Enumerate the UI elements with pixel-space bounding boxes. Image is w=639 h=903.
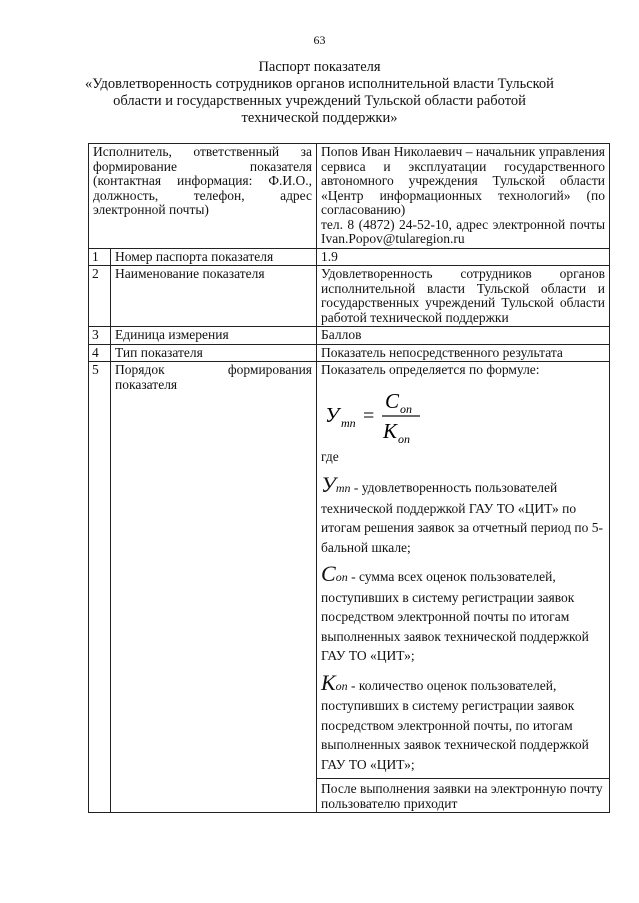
title-line-3: области и государственных учреждений Тульской области работой [113,93,526,109]
definition-item [321,472,605,557]
title-line-1: Паспорт показателя [258,59,381,75]
formula-lhs-sub: тп [341,415,356,430]
definition-symbol: С [321,561,336,586]
row-value: Баллов [317,327,610,345]
row-value: Показатель непосредственного результата [317,344,610,362]
row-value [317,362,610,813]
title-line-2: «Удовлетворенность сотрудников органов исполнительной власти Тульской [85,76,554,92]
table-row [89,266,610,327]
row-number: 1 [89,248,111,266]
row-label: Номер паспорта показателя [111,248,317,266]
executor-contact: тел. 8 (4872) 24-52-10, адрес электронной почты Ivan.Popov@tularegion.ru [321,216,606,246]
document-title [60,59,579,127]
formula [323,384,605,444]
page-number: 63 [313,33,326,47]
definition-symbol: К [321,669,336,695]
definition-text: - сумма всех оценок пользователей, поступивших в систему регистрации заявок посредством электронной почты по итогам выполненных заявок технической поддержкой ГАУ ТО «ЦИТ»; [321,569,589,663]
after-text: После выполнения заявки на электронную почту пользователю приходит [321,781,603,811]
formula-numerator: С [385,388,400,413]
definition-subscript: тп [335,481,351,495]
inner-divider [317,778,609,779]
row-value: Удовлетворенность сотрудников органов исполнительной власти Тульской области и государственных учреждений Тульской области работой технической поддержки [317,266,610,327]
row-number: 4 [89,344,111,362]
table-row [89,344,610,362]
passport-table [88,143,610,813]
table-row-formula [89,362,610,813]
definition-text: - удовлетворенность пользователей технической поддержкой ГАУ ТО «ЦИТ» по итогам решения заявок за отчетный период по 5-бальной шкале; [321,480,603,555]
executor-name: Попов Иван Николаевич – начальник управления сервиса и эксплуатации государственного автономного учреждения Тульской области «Центр информационных технологий» (по согласованию) [321,144,606,217]
row-label: Порядок формирования показателя [111,362,317,813]
executor-value [317,144,610,249]
definition-item [321,670,605,775]
row-value: 1.9 [317,248,610,266]
row-number: 3 [89,327,111,345]
formula-lhs: У [325,402,340,427]
row-label: Единица измерения [111,327,317,345]
row-label: Наименование показателя [111,266,317,327]
definition-text: - количество оценок пользователей, поступивших в систему регистрации заявок посредством электронной почты, по итогам выполненных заявок технической поддержкой ГАУ ТО «ЦИТ»; [321,677,589,772]
definition-subscript: оп [335,570,348,584]
table-row [89,248,610,266]
row-number: 2 [89,266,111,327]
table-row [89,327,610,345]
table-row-executor [89,144,610,249]
row-label: Тип показателя [111,344,317,362]
definition-item [321,561,605,666]
title-line-4: технической поддержки» [241,110,398,126]
formula-denominator: К [383,418,397,443]
definition-subscript: оп [335,678,348,693]
formula-intro: Показатель определяется по формуле: [321,362,540,377]
row-number: 5 [89,362,111,813]
definition-symbol: У [321,472,336,497]
formula-graphic [323,384,463,444]
formula-equals: = [363,404,375,427]
formula-numerator-sub: оп [400,401,413,416]
formula-where: где [321,448,339,464]
formula-denominator-sub: оп [398,431,411,444]
executor-label: Исполнитель, ответственный за формирование показателя (контактная информация: Ф.И.О., должность, телефон, адрес электронной почты) [89,144,317,249]
